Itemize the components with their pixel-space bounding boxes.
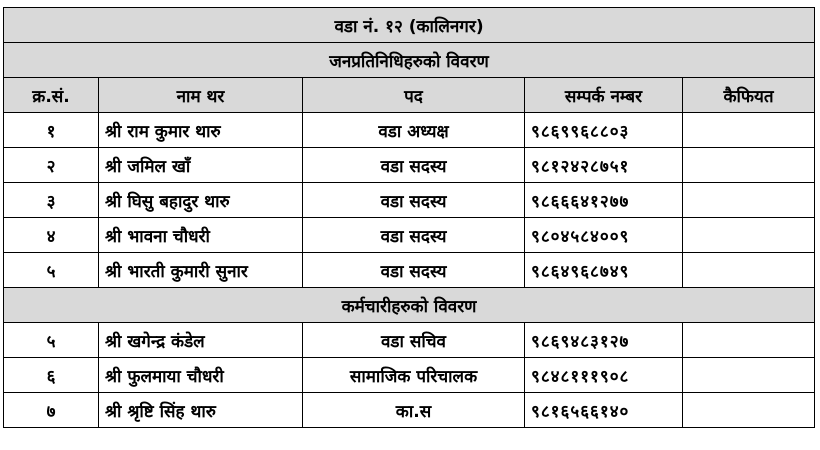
- table-row: [4, 218, 815, 253]
- cell-contact: ९८६९४८३१२७: [525, 323, 683, 358]
- cell-sn: ५: [4, 253, 99, 288]
- cell-name: श्री भावना चौधरी: [99, 218, 303, 253]
- table-row: [4, 358, 815, 393]
- cell-remarks: [683, 253, 815, 288]
- cell-position: वडा सदस्य: [303, 218, 525, 253]
- cell-sn: १: [4, 113, 99, 148]
- cell-contact: ९८४८१११९०८: [525, 358, 683, 393]
- cell-position: वडा सदस्य: [303, 148, 525, 183]
- table-row: [4, 148, 815, 183]
- cell-position: वडा अध्यक्ष: [303, 113, 525, 148]
- cell-remarks: [683, 358, 815, 393]
- column-header-row: [4, 78, 815, 113]
- cell-sn: ७: [4, 393, 99, 428]
- cell-position: वडा सदस्य: [303, 253, 525, 288]
- column-header-sn: क्र.सं.: [4, 78, 99, 113]
- cell-name: श्री श्रृष्टि सिंह थारु: [99, 393, 303, 428]
- cell-remarks: [683, 218, 815, 253]
- table-row: [4, 393, 815, 428]
- ward-contact-table: [3, 7, 815, 428]
- cell-position: का.स: [303, 393, 525, 428]
- cell-sn: ५: [4, 323, 99, 358]
- cell-remarks: [683, 323, 815, 358]
- cell-contact: ९८१२४२८७५१: [525, 148, 683, 183]
- cell-remarks: [683, 113, 815, 148]
- title-row: [4, 8, 815, 43]
- cell-sn: ३: [4, 183, 99, 218]
- cell-name: श्री राम कुमार थारु: [99, 113, 303, 148]
- cell-position: वडा सदस्य: [303, 183, 525, 218]
- cell-contact: ९८६६६४१२७७: [525, 183, 683, 218]
- column-header-position: पद: [303, 78, 525, 113]
- cell-name: श्री खगेन्द्र कंडेल: [99, 323, 303, 358]
- cell-contact: ९८०४५८४००९: [525, 218, 683, 253]
- cell-sn: ४: [4, 218, 99, 253]
- table-row: [4, 113, 815, 148]
- section-title-representatives: जनप्रतिनिधिहरुको विवरण: [4, 43, 815, 78]
- page-title: वडा नं. १२ (कालिनगर): [4, 8, 815, 43]
- cell-name: श्री जमिल खाँ: [99, 148, 303, 183]
- cell-sn: २: [4, 148, 99, 183]
- section-row-representatives: [4, 43, 815, 78]
- cell-remarks: [683, 393, 815, 428]
- cell-position: सामाजिक परिचालक: [303, 358, 525, 393]
- table-row: [4, 183, 815, 218]
- cell-name: श्री फुलमाया चौधरी: [99, 358, 303, 393]
- cell-name: श्री भारती कुमारी सुनार: [99, 253, 303, 288]
- column-header-name: नाम थर: [99, 78, 303, 113]
- cell-position: वडा सचिव: [303, 323, 525, 358]
- cell-contact: ९८६४९६८७४९: [525, 253, 683, 288]
- column-header-remarks: कैफियत: [683, 78, 815, 113]
- cell-remarks: [683, 148, 815, 183]
- table-row: [4, 253, 815, 288]
- cell-sn: ६: [4, 358, 99, 393]
- cell-contact: ९८६९९६८८०३: [525, 113, 683, 148]
- section-title-staff: कर्मचारीहरुको विवरण: [4, 288, 815, 323]
- cell-remarks: [683, 183, 815, 218]
- column-header-contact: सम्पर्क नम्बर: [525, 78, 683, 113]
- section-row-staff: [4, 288, 815, 323]
- cell-name: श्री घिसु बहादुर थारु: [99, 183, 303, 218]
- table-row: [4, 323, 815, 358]
- cell-contact: ९८१६५६६१४०: [525, 393, 683, 428]
